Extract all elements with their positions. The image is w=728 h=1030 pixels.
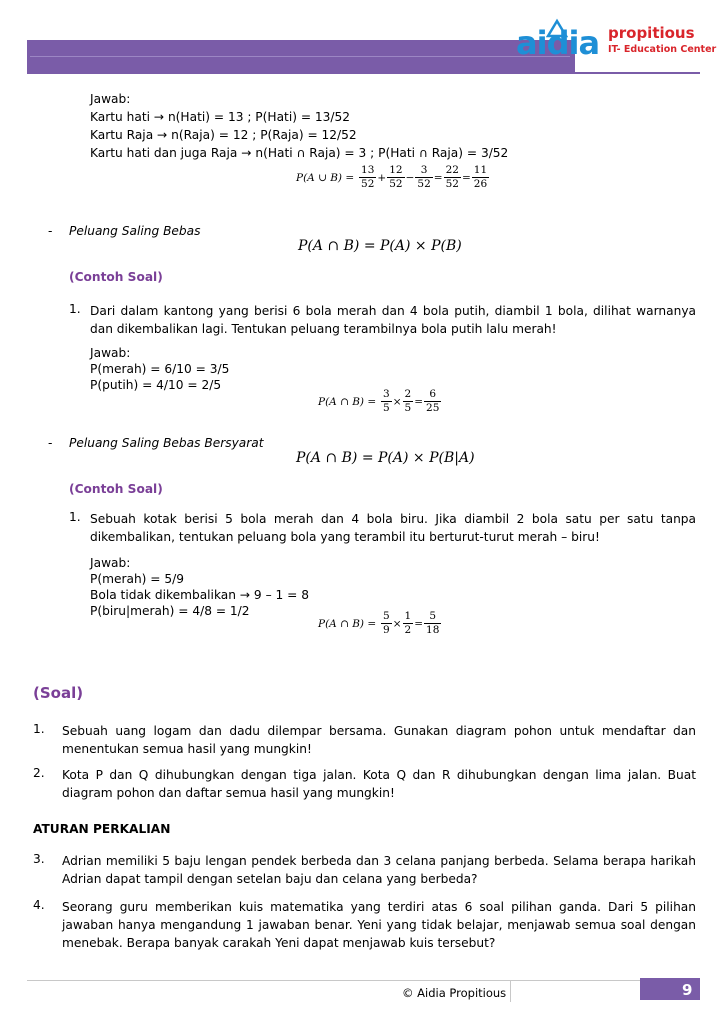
jawab-label: Jawab: <box>90 346 131 360</box>
kartu-hati-line: Kartu hati → n(Hati) = 13 ; P(Hati) = 13/52 <box>90 110 351 124</box>
formula-saling-bebas: P(A ∩ B) = P(A) × P(B) <box>298 238 462 254</box>
question-number: 4. <box>33 898 45 912</box>
fraction: $\frac{11}{26}$ <box>473 164 488 190</box>
fraction: $\frac{2}{5}$ <box>404 388 412 414</box>
brand-bottom: IT- Education Center <box>608 44 717 55</box>
formula-bersyarat: P(A ∩ B) = P(A) × P(B|A) <box>296 450 475 466</box>
brand-top: propitious <box>608 24 695 42</box>
soal-heading: (Soal) <box>33 684 84 702</box>
kartu-raja-line: Kartu Raja → n(Raja) = 12 ; P(Raja) = 12/52 <box>90 128 357 142</box>
kartu-hati-raja-line: Kartu hati dan juga Raja → n(Hati ∩ Raja) = 3 ; P(Hati ∩ Raja) = 3/52 <box>90 146 509 160</box>
contoh-soal-label: (Contoh Soal) <box>69 270 163 284</box>
intersection-formula: P(A ∩ B) = $\frac{5}{9}$ × $\frac{1}{2}$ = $\frac{5}{18}$ <box>318 610 440 636</box>
fraction: $\frac{3}{52}$ <box>417 164 431 190</box>
fraction: $\frac{1}{2}$ <box>404 610 412 636</box>
page-number: 9 <box>682 981 693 999</box>
fraction: $\frac{6}{25}$ <box>426 388 440 414</box>
question-number: 1. <box>69 510 81 524</box>
fraction: $\frac{3}{5}$ <box>383 388 390 414</box>
answer-line: P(merah) = 5/9 <box>90 572 185 586</box>
bullet: - <box>48 436 53 450</box>
formula-lhs: P(A ∩ B) = <box>318 396 377 408</box>
question-text: Sebuah uang logam dan dadu dilempar bersama. Gunakan diagram pohon untuk mendaftar dan menentukan semua hasil yang mungkin! <box>62 724 696 756</box>
question-text: Seorang guru memberikan kuis matematika yang terdiri atas 6 soal pilihan ganda. Dari 5 pilihan jawaban hanya mengandung 1 jawaban benar. Yeni yang tidak belajar, menjawab semua soal dengan menebak. Berapa banyak carakah Yeni dapat menjawab kuis tersebut? <box>62 900 696 950</box>
bullet: - <box>48 224 53 238</box>
question-number: 2. <box>33 766 45 780</box>
header-underline <box>27 72 700 74</box>
question-text: Adrian memiliki 5 baju lengan pendek berbeda dan 3 celana panjang berbeda. Selama berapa harikah Adrian dapat tampil dengan setelan baju dan celana yang berbeda? <box>62 854 696 886</box>
union-formula: P(A ∪ B) = $\frac{13}{52}$ + $\frac{12}{52}$ − $\frac{3}{52}$ = $\frac{22}{52}$ = $\frac{11}{26}$ <box>296 164 488 190</box>
question-number: 1. <box>69 302 81 316</box>
answer-line: Bola tidak dikembalikan → 9 – 1 = 8 <box>90 588 309 602</box>
intersection-formula: P(A ∩ B) = $\frac{3}{5}$ × $\frac{2}{5}$ = $\frac{6}{25}$ <box>318 388 440 414</box>
question-text: Sebuah kotak berisi 5 bola merah dan 4 bola biru. Jika diambil 2 bola satu per satu tanpa dikembalikan, tentukan peluang bola yang terambil itu berturut-turut merah – biru! <box>90 512 696 544</box>
fraction: $\frac{22}{52}$ <box>445 164 459 190</box>
fraction: $\frac{13}{52}$ <box>361 164 375 190</box>
section-title-saling-bebas: Peluang Saling Bebas <box>69 224 201 238</box>
answer-line: P(biru|merah) = 4/8 = 1/2 <box>90 604 250 618</box>
formula-lhs: P(A ∪ B) = <box>296 172 355 184</box>
header-inner-line <box>30 56 570 57</box>
question-number: 3. <box>33 852 45 866</box>
fraction: $\frac{12}{52}$ <box>389 164 403 190</box>
question-number: 1. <box>33 722 45 736</box>
question-text: Dari dalam kantong yang berisi 6 bola merah dan 4 bola putih, diambil 1 bola, dilihat warnanya dan dikembalikan lagi. Tentukan peluang terambilnya bola putih lalu merah! <box>90 304 696 336</box>
footer-copyright: © Aidia Propitious <box>402 986 507 1000</box>
logo-text: aidia <box>516 24 600 62</box>
footer-divider <box>510 980 511 1002</box>
answer-line: P(putih) = 4/10 = 2/5 <box>90 378 222 392</box>
contoh-soal-label: (Contoh Soal) <box>69 482 163 496</box>
fraction: $\frac{5}{9}$ <box>383 610 390 636</box>
aturan-heading: ATURAN PERKALIAN <box>33 822 171 836</box>
logo <box>516 18 717 66</box>
footer-line <box>27 980 700 981</box>
answer-line: P(merah) = 6/10 = 3/5 <box>90 362 230 376</box>
formula-lhs: P(A ∩ B) = <box>318 618 377 630</box>
jawab-label: Jawab: <box>90 92 131 106</box>
jawab-label: Jawab: <box>90 556 131 570</box>
section-title-bersyarat: Peluang Saling Bebas Bersyarat <box>69 436 264 450</box>
fraction: $\frac{5}{18}$ <box>426 610 440 636</box>
question-text: Kota P dan Q dihubungkan dengan tiga jalan. Kota Q dan R dihubungkan dengan lima jalan. Buat diagram pohon dan daftar semua hasil yang mungkin! <box>62 768 696 800</box>
